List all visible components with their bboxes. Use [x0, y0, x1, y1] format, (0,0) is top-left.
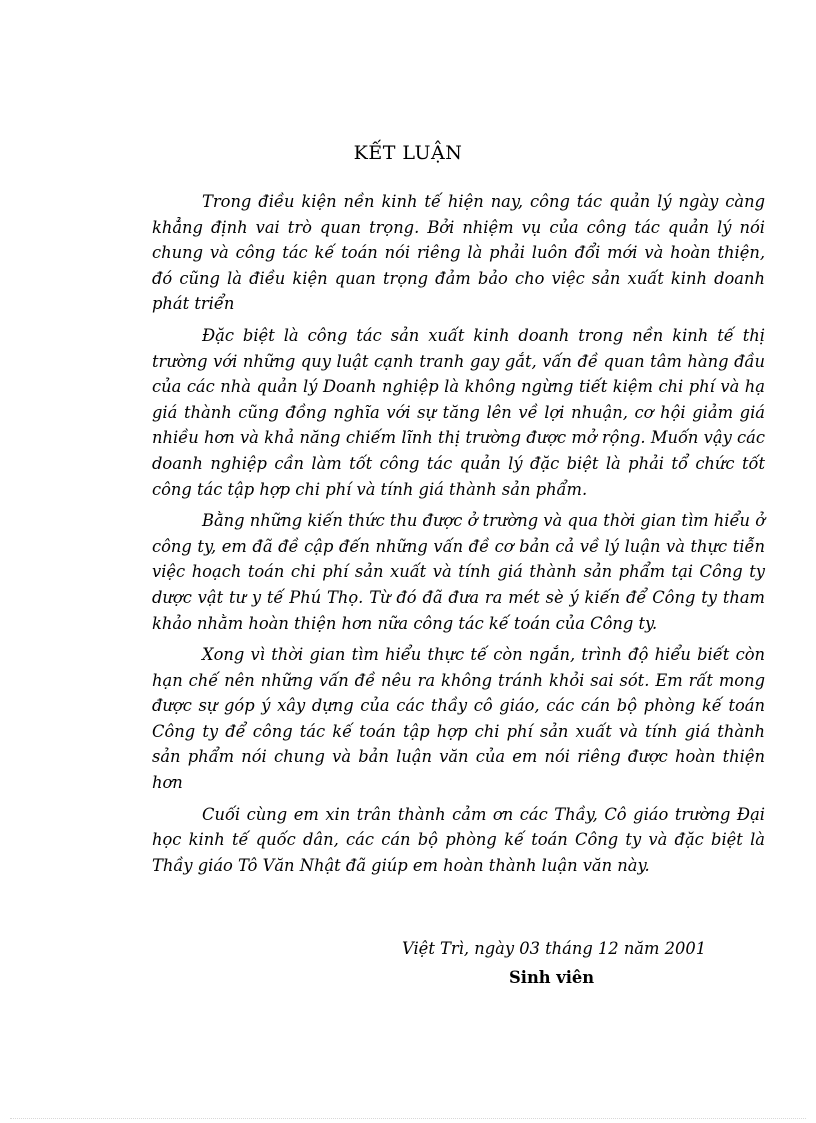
paragraph-3: Bằng những kiến thức thu được ở trường và qua thời gian tìm hiểu ở công ty, em đã đề cập đến những vấn đề cơ bản cả về lý luận và thực tiễn việc hoạch toán chi phí sản xuất và tính giá thành sản phẩm tại Công ty dược vật tư y tế Phú Thọ. Từ đó đã đưa ra mét sè ý kiến để Công ty tham khảo nhằm hoàn thiện hơn nữa công tác kế toán của Công ty.: [152, 511, 765, 633]
body-text: [152, 189, 765, 884]
paragraph-5: Cuối cùng em xin trân thành cảm ơn các Thầy, Cô giáo trường Đại học kinh tế quốc dân, các cán bộ phòng kế toán Công ty và đặc biệt là Thầy giáo Tô Văn Nhật đã giúp em hoàn thành luận văn này.: [152, 804, 765, 875]
page-title: KẾT LUẬN: [353, 142, 463, 164]
paragraph-1: Trong điều kiện nền kinh tế hiện nay, công tác quản lý ngày càng khẳng định vai trò quan trọng. Bởi nhiệm vụ của công tác quản lý nói chung và công tác kế toán nói riêng là phải luôn đổi mới và hoàn thiện, đó cũng là điều kiện quan trọng đảm bảo cho việc sản xuất kinh doanh phát triển: [152, 192, 765, 314]
paragraph-4: Xong vì thời gian tìm hiểu thực tế còn ngắn, trình độ hiểu biết còn hạn chế nên những vấn đề nêu ra không tránh khỏi sai sót. Em rất mong được sự góp ý xây dựng của các thầy cô giáo, các cán bộ phòng kế toán Công ty để công tác kế toán tập hợp chi phí sản xuất và tính giá thành sản phẩm nói chung và bản luận văn của em nói riêng được hoàn thiện hơn: [152, 645, 765, 793]
signature-place-date: Việt Trì, ngày 03 tháng 12 năm 2001: [402, 939, 707, 958]
paragraph-2: Đặc biệt là công tác sản xuất kinh doanh trong nền kinh tế thị trường với những quy luật cạnh tranh gay gắt, vấn đề quan tâm hàng đầu của các nhà quản lý Doanh nghiệp là không ngừng tiết kiệm chi phí và hạ giá thành cũng đồng nghĩa với sự tăng lên về lợi nhuận, cơ hội giảm giá nhiều hơn và khả năng chiếm lĩnh thị trường được mở rộng. Muốn vậy các doanh nghiệp cần làm tốt công tác quản lý đặc biệt là phải tổ chức tốt công tác tập hợp chi phí và tính giá thành sản phẩm.: [152, 325, 765, 499]
signature-role: Sinh viên: [509, 968, 595, 987]
page-bottom-divider: [10, 1118, 806, 1119]
